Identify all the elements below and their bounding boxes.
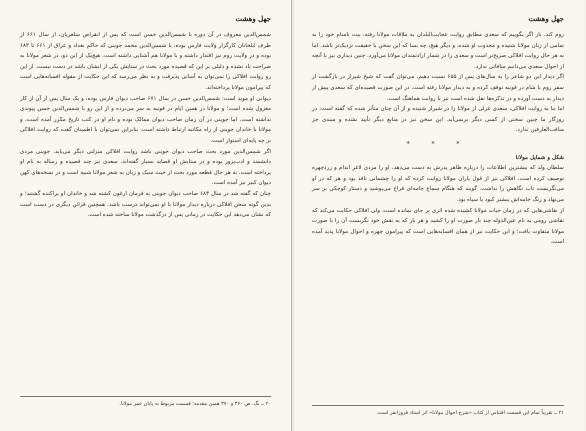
left-page-body: [20, 30, 271, 378]
left-paragraph: اگر شمس‌الدین مورد بحث صاحب دیوان جوینی باشد روایت افلاکی منزلتی دیگر می‌یابد. جوینی مردی دانشمند و ادب‌پرور بوده و در ستایش او قصاید بسیار گفته‌اند. سعدی نیز چند قصیده و رساله به نام او پرداخته است. به هر حال قطعه مورد بحث از حیث سبک و زبان به شعر مولانا شبیه است و در نسخه‌های کهن دیوان کبیر نیز آمده است.: [20, 148, 271, 187]
section-divider-stars: * * *: [406, 140, 470, 148]
section-title: شکل و شمایل مولانا: [515, 154, 564, 161]
left-paragraph: دیوانی او موید است: شمس‌الدین حسن در سال ۶۷۱ صاحب دیوان فارس بوده، و یک سال پس از آن از کار معزول شده است؛ و مولانا در همین ایام در قونیه به سر می‌برده و از این رو با شمس‌الدین حسن پیوندی نداشته است. اما جوینی در آن زمان صاحب دیوان ممالک بوده و نام او در کتب تاریخ مکرر آمده است، و مولانا با خاندان جوینی از راه مکاتبه ارتباط داشته است. بنابراین نمی‌توان با اطمینان گفت که روایت افلاکی بر چه پایه‌ای استوار است.: [20, 95, 271, 144]
left-paragraph: شمس‌الدین معروف در آن دوره با شمس‌الدین حسن است که پس از انقراض سلغریان، از سال ۶۶۱ از طرف ایلخانان کارگزار ولایت فارس بوده، یا شمس‌الدین محمد جوینی که حاکم بغداد و عراق از ۶۶۱ تا ۶۸۳ بوده و در ولایت روم نیز اقتدار داشته و با مولانا هم آشنایی داشته است. هیچ‌یک از این دو، در شعر مولانا به صراحت یاد نشده و دلیلی بر این که قصیده مورد بحث در ستایش یکی از ایشان باشد در دست نیست. از این رو روایت افلاکی را نمی‌توان به آسانی پذیرفت و به نظر می‌رسد که این حکایت از مقوله افسانه‌هایی است که پیرامون مولانا پرداخته‌اند.: [20, 32, 271, 91]
left-footnote-rule: [20, 396, 271, 397]
right-paragraph: سلطان ولد که بیشترین اطلاعات را درباره ظاهر پدرش به دست می‌دهد، او را مردی لاغر اندام و زردچهره توصیف کرده است. افلاکی نیز از قول یاران مولانا روایت کرده که او را چشمانی نافذ بود و هر که در او می‌نگریست تاب نگاهش را نداشت. گویند که هنگام سماع جامه‌ای فراخ می‌پوشید و دستار کوچکی بر سر می‌نهاد و رنگ جامه‌اش بیشتر کبود یا سیاه بود.: [312, 165, 564, 203]
right-page: [292, 0, 584, 431]
right-footnote-rule: [312, 405, 564, 406]
book-gutter-shadow: [291, 0, 295, 431]
right-page-header: [312, 12, 564, 24]
right-paragraph: اما بنا به روایت افلاکی، سعدی غزلی از مولانا را در شیراز شنیده و از آن چنان متأثر شده که گفته است: در روزگار ما چنین سخنی از کسی دیگر برنمی‌آید. این سخن نیز در منابع دیگر تأیید نشده و سندی جز مناقب‌العارفین ندارد.: [312, 106, 564, 134]
left-page-header: [20, 12, 271, 24]
right-page-body: [312, 30, 564, 390]
left-page-title: جهل وهشت: [235, 13, 271, 23]
left-page: [0, 0, 292, 431]
right-paragraph: از نقاشی‌هایی که در زمان حیات مولانا کشیده شده اثری بر جای نمانده است، ولی افلاکی حکایت می‌کند که نقاشی رومی به نام عین‌الدوله چند بار صورت او را کشید و هر بار که به نقش خود نگریست آن را با صورت مولانا متفاوت یافت؛ و این حکایت نیز از همان افسانه‌هایی است که پیرامون چهره و احوال مولانا پدید آمده است.: [312, 207, 564, 246]
right-paragraph: اگر دیدار این دو شاعر را به سال‌های پس از ۶۵۵ نسبت دهیم، می‌توان گفت که شیخ شیراز در بازگشت از سفر روم یا شام در قونیه توقف کرده و به دیدار مولانا رفته است. در این صورت قصیده‌ای که سعدی پیش از دیدار به دست آورده و در تذکره‌ها نقل شده است نیز با روایت هماهنگ است.: [312, 74, 564, 102]
right-footnote: ۲۱ ــ تقریباً تمام این قسمت اقتباس از کتاب «شرح احوال مولانا» اثر استاد فروزانفر است.: [376, 410, 564, 416]
left-footnote: ۲۰ ــ نگ. ص ۳۶۰ و ۳۷۰ همین مقدمه؛ قسمت مربوط به پایان عمر مولانا.: [119, 401, 271, 407]
section-heading: [312, 153, 564, 164]
right-page-title: جهل وهشت: [528, 13, 564, 23]
right-paragraph: روم کند. باز اگر بگوییم که سعدی مطابق روایت عجایب‌البلدان به ملاقات مولانا رفته، بیت نامنام خود را به تمامی از زبان مولانا شنیده و مجذوب او شده، و دیگر هیچ، چه بسا که این سخن با حقیقت نزدیک‌تر باشد. اما به هر حال روایت افلاکی صریح‌تر است و سعدی را در شمار ارادتمندان مولانا می‌آورد. چنین دیداری نیز با آنچه از احوال سعدی می‌دانیم منافاتی ندارد.: [312, 32, 564, 70]
left-paragraph: چنان که گفته شد در سال ۶۸۳ صاحب دیوان جوینی به فرمان ارغون کشته شد و خاندان او پراکنده گشتند؛ و بدین گونه سخن افلاکی درباره دیدار مولانا با او نمی‌تواند درست باشد. همچنین قرائن دیگری در دست است که نشان می‌دهد این حکایت در زمانی پس از درگذشت مولانا ساخته شده است.: [20, 190, 271, 219]
